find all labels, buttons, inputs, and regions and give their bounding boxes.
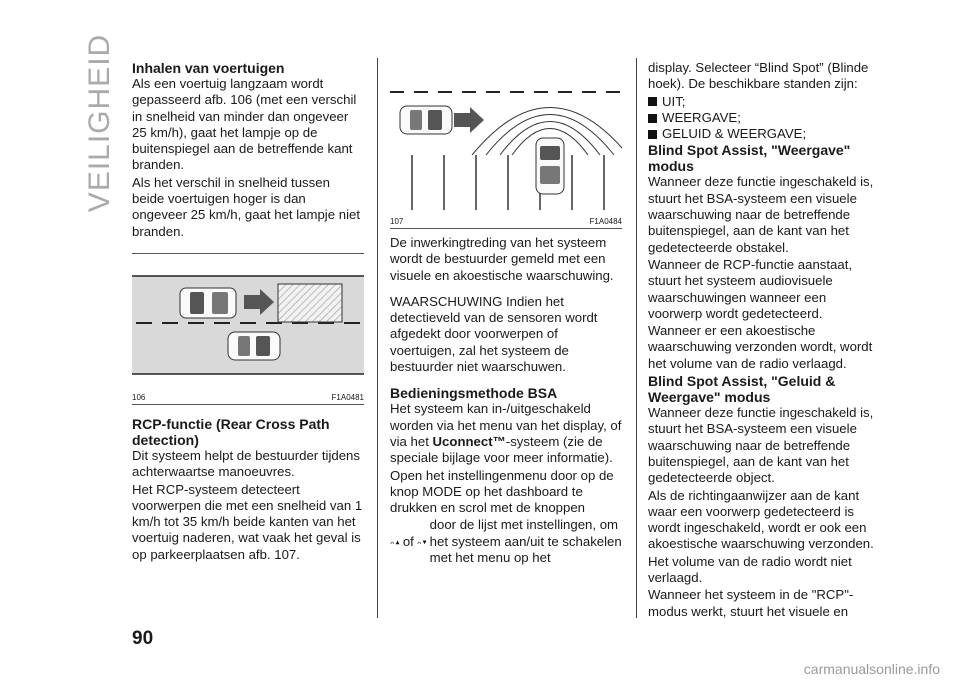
heading-overtaking: Inhalen van voertuigen: [132, 60, 285, 76]
bullet-icon: [648, 97, 657, 106]
paragraph: Wanneer het systeem in de "RCP"-modus werkt, stuurt het visuele en: [648, 587, 854, 619]
column-divider: [636, 58, 637, 618]
arrow-right-icon: [454, 107, 484, 133]
paragraph: Het volume van de radio wordt niet verlaagd.: [648, 553, 852, 586]
figure-code: F1A0481: [331, 392, 364, 402]
rcp-illustration: [390, 60, 622, 212]
figure-number: 107: [390, 217, 404, 226]
paragraph: Wanneer de RCP-functie aanstaat, stuurt het systeem audiovisuele waarschuwingen wanneer een voorwerp wordt gedetecteerd.: [648, 256, 853, 321]
paragraph: Wanneer deze functie ingeschakeld is, stuurt het BSA-systeem een visuele waarschuwing naar de betreffende buitenspiegel, aan de kant van het gedetecteerde obstakel.: [648, 174, 874, 255]
car-icon: [400, 106, 452, 134]
paragraph: Dit systeem helpt de bestuurder tijdens achterwaartse manoeuvres.: [132, 447, 360, 480]
figure-107: [390, 60, 622, 229]
heading-rcp: RCP-functie (Rear Cross Path detection): [132, 415, 330, 448]
figure-106: [132, 253, 364, 405]
overtaking-illustration: [132, 254, 364, 382]
watermark: carmanualsonline.info: [803, 661, 940, 677]
paragraph: display. Selecteer “Blind Spot” (Blinde hoek). De beschikbare standen zijn:: [648, 60, 869, 92]
button-down-icon: [417, 535, 427, 549]
car-icon: [180, 288, 236, 318]
paragraph: Open het instellingenmenu door op de knop MODE op het dashboard te drukken en scrol met de knoppen: [390, 467, 614, 516]
paragraph: Wanneer er een akoestische waarschuwing verzonden wordt, wordt het volume van de radio verlaagd.: [648, 323, 873, 371]
column-2: [390, 60, 622, 567]
car-icon: [228, 332, 280, 360]
button-up-icon: [390, 535, 400, 549]
paragraph: De inwerkingtreding van het systeem wordt de bestuurder gemeld met een visuele en akoestische waarschuwing.: [390, 235, 614, 283]
bullet-icon: [648, 114, 657, 123]
heading-bsa-operation: Bedieningsmethode BSA: [390, 385, 558, 402]
column-1: [132, 60, 364, 564]
warning-paragraph: WAARSCHUWING Indien het detectieveld van de sensoren wordt afgedekt door voorwerpen of voertuigen, zal het systeem de bestuurder niet waarschuwen.: [390, 293, 598, 375]
paragraph: Als het verschil in snelheid tussen beide voertuigen hoger is dan ongeveer 25 km/h, gaat het lampje niet branden.: [132, 174, 360, 239]
bullet-icon: [648, 130, 657, 139]
list-item: WEERGAVE;: [648, 110, 880, 126]
figure-number: 106: [132, 392, 146, 402]
list-item: GELUID & WEERGAVE;: [648, 126, 880, 142]
paragraph: Het systeem kan in-/uitgeschakeld worden via het menu van het display, of via het Uconnect™-systeem (zie de speciale bijlage voor meer informatie).: [390, 401, 622, 466]
list-item: UIT;: [648, 94, 880, 110]
paragraph: Wanneer deze functie ingeschakeld is, stuurt het BSA-systeem een visuele waarschuwing naar de betreffende buitenspiegel, aan de kant van het gedetecteerde object.: [648, 405, 874, 486]
paragraph: Als de richtingaanwijzer aan de kant waar een voorwerp gedetecteerd is wordt ingeschakeld, wordt er ook een akoestische waarschuwing verzonden.: [648, 487, 874, 552]
paragraph: Als een voertuig langzaam wordt gepasseerd afb. 106 (met een verschil in snelheid van minder dan ongeveer 25 km/h), gaat het lampje op de buitenspiegel aan de betreffende kant branden.: [132, 76, 357, 173]
figure-code: F1A0484: [589, 217, 622, 226]
paragraph: of door de lijst met instellingen, om het systeem aan/uit te schakelen met het menu op het: [390, 517, 622, 566]
page-number: 90: [132, 628, 154, 649]
column-3: [648, 60, 880, 621]
heading-weergave-mode: Blind Spot Assist, "Weergave" modus: [648, 142, 851, 175]
column-divider: [377, 58, 378, 618]
heading-geluid-weergave-mode: Blind Spot Assist, "Geluid & Weergave" modus: [648, 373, 836, 406]
section-side-title: VEILIGHEID: [83, 33, 116, 213]
car-icon: [536, 138, 564, 194]
paragraph: Het RCP-systeem detecteert voorwerpen die met een snelheid van 1 km/h tot 35 km/h beide kanten van het voertuig naderen, wat vaak het geval is op parkeerplaatsen afb. 107.: [132, 481, 363, 562]
